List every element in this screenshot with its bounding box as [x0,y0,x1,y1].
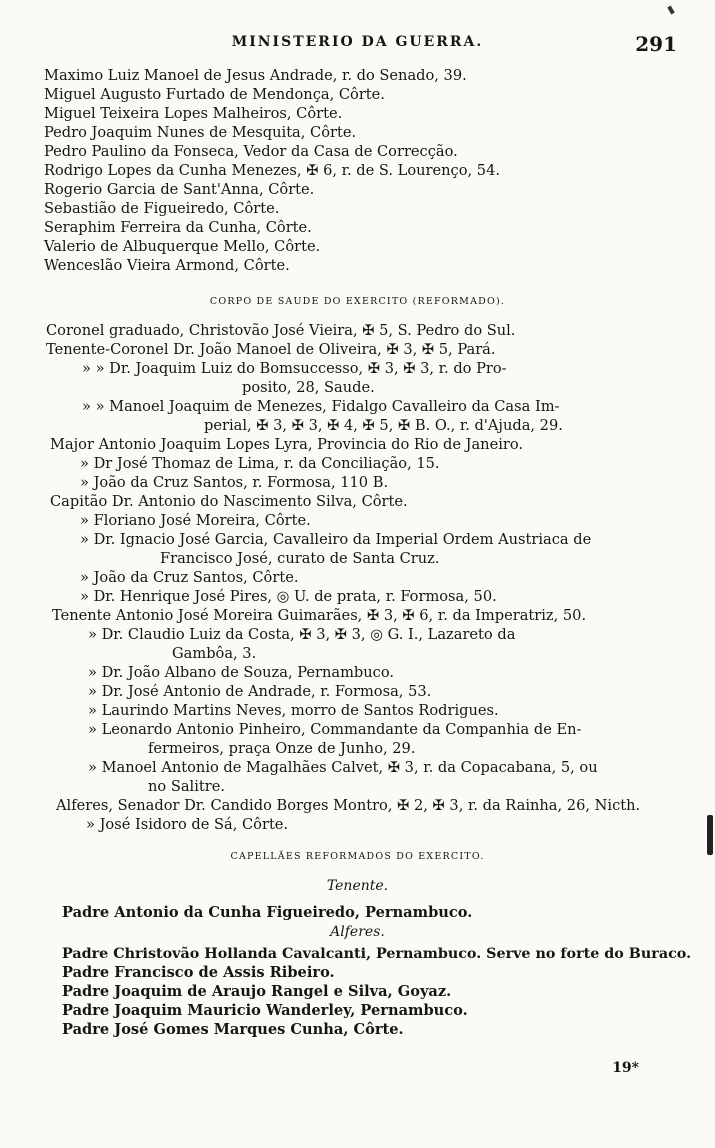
list-item: posito, 28, Saude. [242,379,375,396]
list-item: Capitão Dr. Antonio do Nascimento Silva, Côrte. [50,493,408,510]
list-item: Miguel Teixeira Lopes Malheiros, Côrte. [44,105,343,122]
list-item: » Leonardo Antonio Pinheiro, Commandante da Companhia de En- [88,721,582,738]
ink-mark [667,6,674,15]
list-item: » João da Cruz Santos, r. Formosa, 110 B. [80,474,389,491]
page-number: 291 [635,32,677,56]
list-item: Miguel Augusto Furtado de Mendonça, Côrte. [44,86,385,103]
list-item: » Dr. José Antonio de Andrade, r. Formosa, 53. [88,683,432,700]
list-item: Padre José Gomes Marques Cunha, Côrte. [62,1021,404,1038]
list-item: » Laurindo Martins Neves, morro de Santos Rodrigues. [88,702,499,719]
list-item: » Dr. Henrique José Pires, ◎ U. de prata, r. Formosa, 50. [80,588,497,605]
list-item: Padre Antonio da Cunha Figueiredo, Pernambuco. [62,904,473,921]
page-edge-mark [707,815,713,855]
list-item: Alferes, Senador Dr. Candido Borges Montro, ✠ 2, ✠ 3, r. da Rainha, 26, Nicth. [56,797,641,814]
list-item: no Salitre. [148,778,225,795]
list-item: perial, ✠ 3, ✠ 3, ✠ 4, ✠ 5, ✠ B. O., r. d'Ajuda, 29. [204,417,563,434]
signature-mark: 19* [612,1060,639,1076]
list-item: » Dr. João Albano de Souza, Pernambuco. [88,664,395,681]
list-item: Maximo Luiz Manoel de Jesus Andrade, r. do Senado, 39. [44,67,467,84]
list-item: » Manoel Antonio de Magalhães Calvet, ✠ 3, r. da Copacabana, 5, ou [88,759,598,776]
page-header [0,34,715,60]
subheading-alferes: Alferes. [330,924,385,940]
list-item: » Dr. Ignacio José Garcia, Cavalleiro da Imperial Ordem Austriaca de [80,531,592,548]
list-item: Padre Francisco de Assis Ribeiro. [62,964,335,981]
list-item: Wenceslão Vieira Armond, Côrte. [44,257,290,274]
list-item: » » Manoel Joaquim de Menezes, Fidalgo Cavalleiro da Casa Im- [82,398,560,415]
list-item: Coronel graduado, Christovão José Vieira, ✠ 5, S. Pedro do Sul. [46,322,516,339]
list-item: Gambôa, 3. [172,645,257,662]
list-item: » Dr. Claudio Luiz da Costa, ✠ 3, ✠ 3, ◎ G. I., Lazareto da [88,626,516,643]
list-item: Tenente-Coronel Dr. João Manoel de Oliveira, ✠ 3, ✠ 5, Pará. [46,341,496,358]
list-item: » Dr José Thomaz de Lima, r. da Conciliação, 15. [80,455,440,472]
list-item: Padre Joaquim de Araujo Rangel e Silva, Goyaz. [62,983,452,1000]
header-title: MINISTERIO DA GUERRA. [231,34,484,50]
list-item: fermeiros, praça Onze de Junho, 29. [148,740,416,757]
list-item: Pedro Joaquim Nunes de Mesquita, Côrte. [44,124,357,141]
list-item: Rodrigo Lopes da Cunha Menezes, ✠ 6, r. de S. Lourenço, 54. [44,162,500,179]
list-item: » João da Cruz Santos, Côrte. [80,569,299,586]
list-item: Sebastião de Figueiredo, Côrte. [44,200,280,217]
list-item: Valerio de Albuquerque Mello, Côrte. [44,238,321,255]
list-item: Seraphim Ferreira da Cunha, Côrte. [44,219,312,236]
list-item: Francisco José, curato de Santa Cruz. [160,550,440,567]
list-item: Pedro Paulino da Fonseca, Vedor da Casa de Correcção. [44,143,458,160]
list-item: » » Dr. Joaquim Luiz do Bomsuccesso, ✠ 3, ✠ 3, r. do Pro- [82,360,507,377]
list-item: Rogerio Garcia de Sant'Anna, Côrte. [44,181,315,198]
section-heading-capellaes: CAPELLÃES REFORMADOS DO EXERCITO. [230,851,485,862]
list-item: Padre Joaquim Mauricio Wanderley, Pernambuco. [62,1002,468,1019]
list-item: Padre Christovão Hollanda Cavalcanti, Pernambuco. Serve no forte do Buraco. [62,946,692,962]
list-item: Tenente Antonio José Moreira Guimarães, ✠ 3, ✠ 6, r. da Imperatriz, 50. [52,607,587,624]
list-item: » José Isidoro de Sá, Côrte. [86,816,289,833]
subheading-tenente: Tenente. [326,878,389,894]
list-item: » Floriano José Moreira, Côrte. [80,512,311,529]
section-heading-saude: CORPO DE SAUDE DO EXERCITO (REFORMADO). [209,296,506,307]
list-item: Major Antonio Joaquim Lopes Lyra, Provincia do Rio de Janeiro. [50,436,524,453]
